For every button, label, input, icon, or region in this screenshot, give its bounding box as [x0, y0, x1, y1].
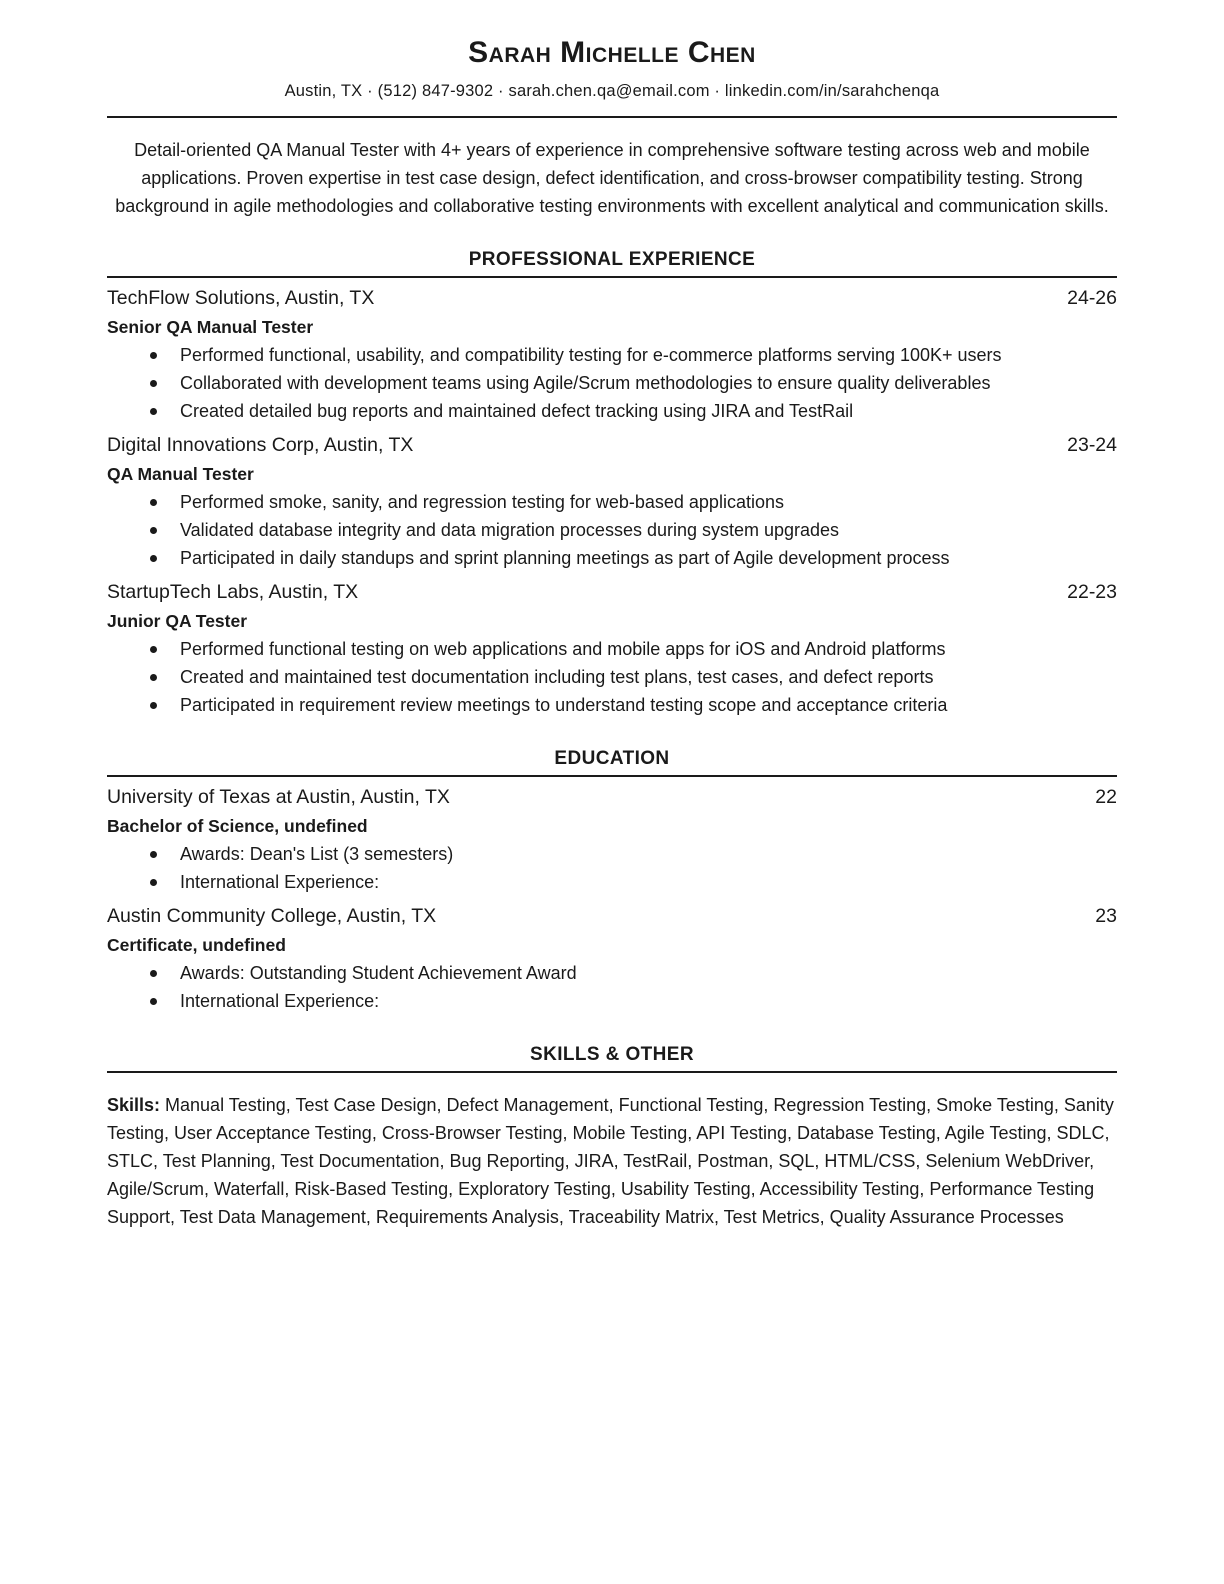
- company-name: StartupTech Labs, Austin, TX: [107, 581, 359, 603]
- summary-text: Detail-oriented QA Manual Tester with 4+ years of experience in comprehensive software testing across web and mobile applications. Proven expertise in test case design, defect identification, and cross-browser compatibility testing. Strong background in agile methodologies and collaborative testing environments with excellent analytical and communication skills.: [115, 140, 1109, 216]
- job-header: [107, 430, 1117, 460]
- experience-section: [107, 248, 1117, 719]
- job-entry: [107, 430, 1117, 572]
- job-dates: 22-23: [1067, 581, 1117, 603]
- job-bullets: [107, 488, 1117, 572]
- job-title: Junior QA Tester: [107, 611, 248, 631]
- section-title-experience: PROFESSIONAL EXPERIENCE: [107, 248, 1117, 278]
- skills-section: [107, 1043, 1117, 1231]
- job-bullet: Created detailed bug reports and maintained defect tracking using JIRA and TestRail: [107, 397, 1117, 425]
- education-bullet: International Experience:: [107, 987, 1117, 1015]
- job-bullet: Collaborated with development teams using Agile/Scrum methodologies to ensure quality deliverables: [107, 369, 1117, 397]
- header-divider: [107, 116, 1117, 118]
- education-bullets: [107, 840, 1117, 896]
- job-bullet: Performed smoke, sanity, and regression testing for web-based applications: [107, 488, 1117, 516]
- education-bullet: International Experience:: [107, 868, 1117, 896]
- education-bullets: [107, 959, 1117, 1015]
- job-header: [107, 577, 1117, 607]
- job-header: [107, 283, 1117, 313]
- job-bullet: Validated database integrity and data migration processes during system upgrades: [107, 516, 1117, 544]
- job-title: Senior QA Manual Tester: [107, 317, 314, 337]
- job-bullet: Created and maintained test documentation including test plans, test cases, and defect reports: [107, 663, 1117, 691]
- skills-list: Manual Testing, Test Case Design, Defect Management, Functional Testing, Regression Testing, Smoke Testing, Sanity Testing, User Acceptance Testing, Cross-Browser Testing, Mobile Testing, API Testing, Database Testing, Agile Testing, SDLC, STLC, Test Planning, Test Documentation, Bug Reporting, JIRA, TestRail, Postman, SQL, HTML/CSS, Selenium WebDriver, Agile/Scrum, Waterfall, Risk-Based Testing, Exploratory Testing, Usability Testing, Accessibility Testing, Performance Testing Support, Test Data Management, Requirements Analysis, Traceability Matrix, Test Metrics, Quality Assurance Processes: [107, 1095, 1114, 1227]
- education-header: [107, 782, 1117, 812]
- education-bullet: Awards: Dean's List (3 semesters): [107, 840, 1117, 868]
- section-title-education: EDUCATION: [107, 747, 1117, 777]
- degree-title: Certificate, undefined: [107, 935, 286, 955]
- job-dates: 23-24: [1067, 434, 1117, 456]
- job-bullet: Participated in requirement review meetings to understand testing scope and acceptance criteria: [107, 691, 1117, 719]
- job-bullet: Performed functional testing on web applications and mobile apps for iOS and Android platforms: [107, 635, 1117, 663]
- job-dates: 24-26: [1067, 287, 1117, 309]
- section-title-skills: SKILLS & OTHER: [107, 1043, 1117, 1073]
- school-name: Austin Community College, Austin, TX: [107, 905, 437, 927]
- education-entry: [107, 901, 1117, 1015]
- job-bullet: Participated in daily standups and sprint planning meetings as part of Agile development process: [107, 544, 1117, 572]
- job-bullets: [107, 635, 1117, 719]
- skills-paragraph: [107, 1091, 1117, 1231]
- skills-label: Skills:: [107, 1095, 161, 1115]
- company-name: Digital Innovations Corp, Austin, TX: [107, 434, 414, 456]
- job-bullet: Performed functional, usability, and compatibility testing for e-commerce platforms serving 100K+ users: [107, 341, 1117, 369]
- contact-info: Austin, TX · (512) 847-9302 · sarah.chen.qa@email.com · linkedin.com/in/sarahchenqa: [284, 82, 940, 100]
- education-dates: 22: [1095, 786, 1117, 808]
- job-entry: [107, 577, 1117, 719]
- resume-name: Sarah Michelle Chen: [468, 36, 756, 69]
- school-name: University of Texas at Austin, Austin, TX: [107, 786, 450, 808]
- company-name: TechFlow Solutions, Austin, TX: [107, 287, 375, 309]
- job-entry: [107, 283, 1117, 425]
- education-dates: 23: [1095, 905, 1117, 927]
- education-entry: [107, 782, 1117, 896]
- job-bullets: [107, 341, 1117, 425]
- job-title: QA Manual Tester: [107, 464, 254, 484]
- education-header: [107, 901, 1117, 931]
- degree-title: Bachelor of Science, undefined: [107, 816, 368, 836]
- education-bullet: Awards: Outstanding Student Achievement Award: [107, 959, 1117, 987]
- education-section: [107, 747, 1117, 1015]
